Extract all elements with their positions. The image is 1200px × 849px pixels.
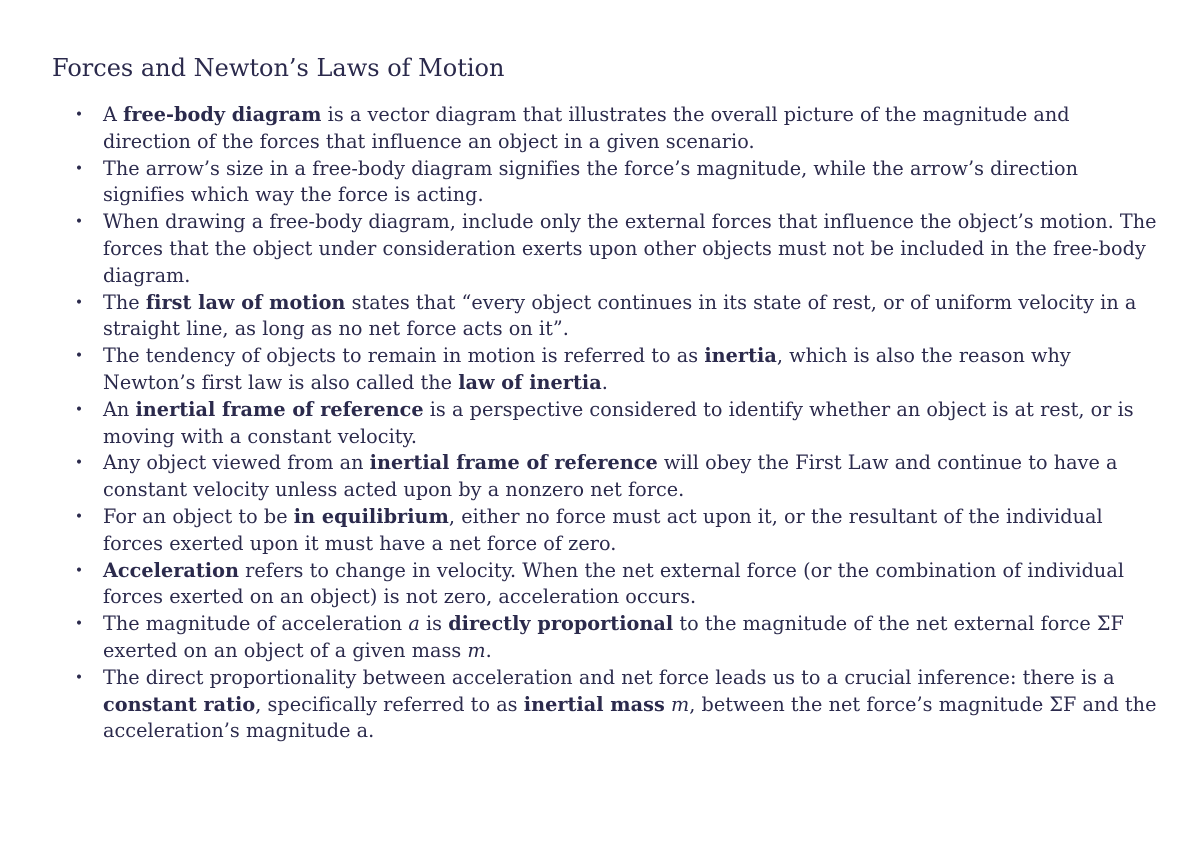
bullet-marker: • <box>74 455 84 472</box>
bullet-marker: • <box>74 508 84 525</box>
bullet-text <box>103 210 1157 287</box>
text-segment: , between the net force’s magnitude ΣF and the acceleration’s magnitude a. <box>103 692 1157 743</box>
bold-term: in equilibrium <box>293 504 449 528</box>
bullet-item <box>72 156 1162 210</box>
text-segment: The tendency of objects to remain in motion is referred to as <box>103 344 705 368</box>
text-segment: states that “every object continues in its state of rest, or of uniform velocity in a straight line, as long as no net force acts on it”. <box>103 290 1137 341</box>
bullet-item <box>72 102 1162 156</box>
bullet-text <box>103 559 1124 609</box>
bullet-text <box>103 666 1157 743</box>
bold-term: constant ratio <box>103 692 256 716</box>
bullet-marker: • <box>74 348 84 365</box>
math-variable: m <box>467 638 486 662</box>
text-segment: is <box>419 612 449 636</box>
bullet-marker: • <box>74 401 84 418</box>
text-segment: An <box>103 397 136 421</box>
text-segment: . <box>485 638 492 662</box>
bullet-item <box>72 450 1162 504</box>
bullet-text <box>103 103 1070 153</box>
bold-term: first law of motion <box>145 290 346 314</box>
bullet-item <box>72 209 1162 289</box>
text-segment: , which is also the reason why Newton’s first law is also called the <box>103 344 1071 394</box>
bullet-text <box>103 344 1071 394</box>
bullet-list <box>72 102 1162 745</box>
bold-term: Acceleration <box>103 558 239 582</box>
bold-term: inertial mass <box>523 692 665 716</box>
bullet-text <box>103 291 1136 341</box>
text-segment: The magnitude of acceleration <box>103 612 409 636</box>
bullet-text <box>103 398 1134 448</box>
text-segment: . <box>601 370 608 394</box>
bold-term: inertia <box>704 344 777 368</box>
text-segment: Any object viewed from an <box>103 451 370 475</box>
bullet-text <box>103 612 1124 662</box>
bullet-marker: • <box>74 562 84 579</box>
bullet-text <box>103 157 1078 207</box>
page-title: Forces and Newton’s Laws of Motion <box>52 54 505 82</box>
bullet-item <box>72 290 1162 344</box>
math-variable: a <box>408 612 420 636</box>
text-segment: is a vector diagram that illustrates the overall picture of the magnitude and direction of the forces that influence an object in a given scenario. <box>103 103 1070 153</box>
bold-term: free-body diagram <box>123 103 322 126</box>
text-segment: to the magnitude of the net external force ΣF exerted on an object of a given mass <box>103 612 1124 662</box>
text-segment: When drawing a free-body diagram, include only the external forces that influence the object’s motion. The forces that the object under consideration exerts upon other objects must not be included in the free-body diagram. <box>103 210 1157 287</box>
text-segment: The arrow’s size in a free-body diagram signifies the force’s magnitude, while the arrow’s direction signifies which way the force is acting. <box>103 156 1079 207</box>
math-variable: m <box>671 692 690 716</box>
bullet-item <box>72 665 1162 745</box>
bullet-marker: • <box>74 160 84 177</box>
bullet-item <box>72 397 1162 451</box>
bullet-marker: • <box>74 214 84 231</box>
text-segment: is a perspective considered to identify whether an object is at rest, or is moving with a constant velocity. <box>103 397 1134 448</box>
bullet-item <box>72 343 1162 397</box>
bullet-marker: • <box>74 107 84 123</box>
bold-term: inertial frame of reference <box>369 451 658 475</box>
text-segment: , either no force must act upon it, or the resultant of the individual forces exerted upon it must have a net force of zero. <box>103 504 1103 555</box>
bullet-item <box>72 504 1162 558</box>
bullet-marker: • <box>74 294 84 311</box>
bullet-text <box>103 505 1103 555</box>
bullet-text <box>103 451 1118 501</box>
bullet-marker: • <box>74 616 84 633</box>
text-segment: For an object to be <box>103 504 294 528</box>
text-segment: will obey the First Law and continue to have a constant velocity unless acted upon by a nonzero net force. <box>103 451 1118 502</box>
bold-term: inertial frame of reference <box>135 397 424 421</box>
text-segment: , specifically referred to as <box>255 692 524 716</box>
bold-term: directly proportional <box>448 612 674 636</box>
text-segment: The direct proportionality between acceleration and net force leads us to a crucial inference: there is a <box>103 665 1115 689</box>
bullet-marker: • <box>74 669 84 686</box>
text-segment: The <box>103 290 146 314</box>
text-segment: A <box>103 103 124 126</box>
bullet-item <box>72 611 1162 665</box>
bold-term: law of inertia <box>458 370 602 394</box>
bullet-item <box>72 558 1162 612</box>
text-segment: refers to change in velocity. When the net external force (or the combination of individual forces exerted on an object) is not zero, acceleration occurs. <box>103 558 1125 609</box>
